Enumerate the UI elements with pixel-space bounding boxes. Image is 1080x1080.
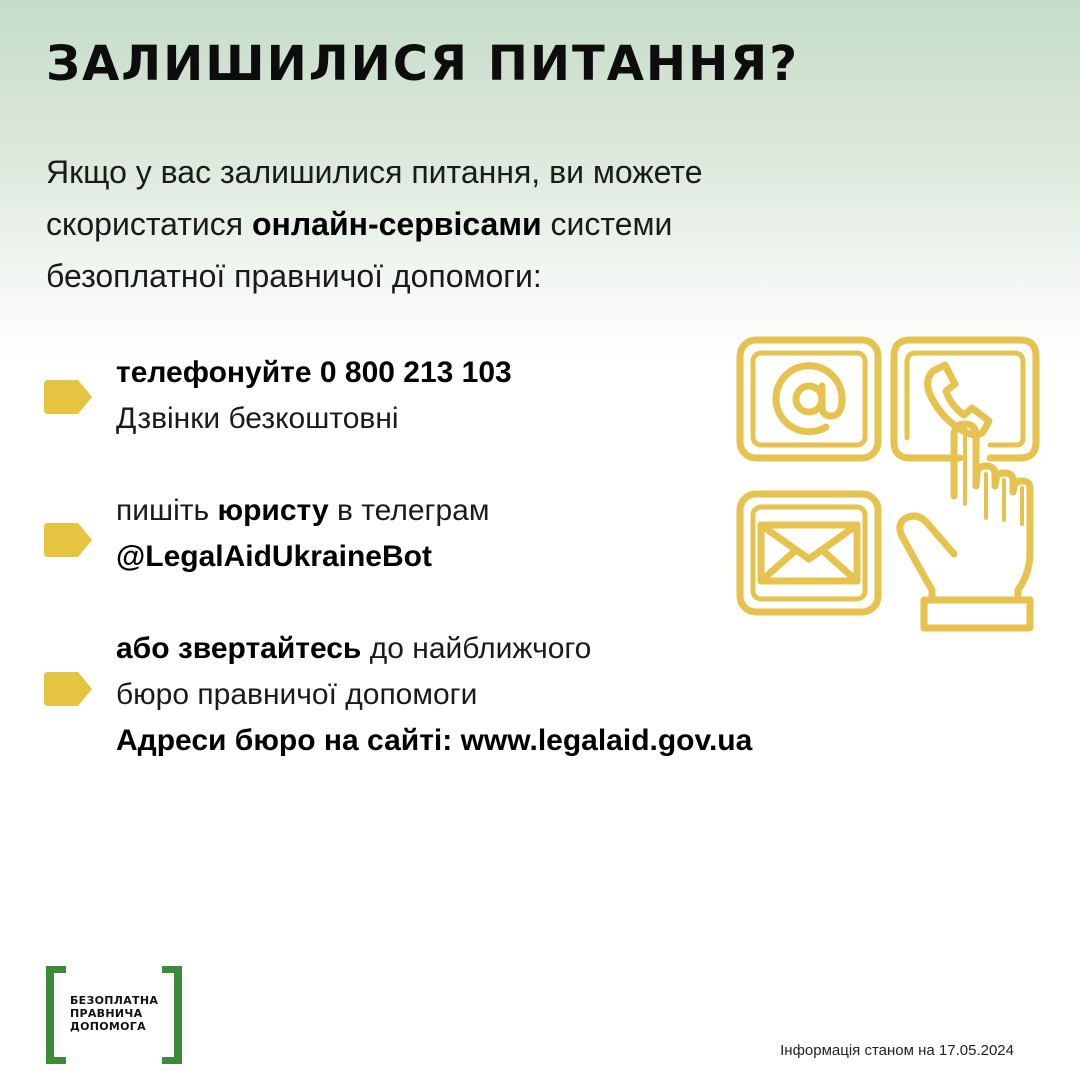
tag-marker-icon [44,380,92,414]
logo-line-3: ДОПОМОГА [70,1020,146,1033]
info-date-note: Інформація станом на 17.05.2024 [780,1042,1014,1059]
brand-logo [46,966,186,1064]
intro-line-2-start: скористатися [46,206,252,242]
at-sign-icon [740,340,878,458]
bureau-text-end: до найближчого [361,632,592,665]
phone-number[interactable]: телефонуйте 0 800 213 103 [116,356,512,389]
telegram-lawyer: юристу [217,494,329,527]
telegram-text-end: в телеграм [328,494,490,527]
intro-online-services: онлайн-сервісами [251,206,542,242]
logo-line-1: БЕЗОПЛАТНА [70,994,159,1007]
contact-icons-illustration [728,328,1048,648]
intro-line-2-end: системи [541,206,673,242]
tag-marker-icon [44,672,92,706]
intro-line-3: безоплатної правничої допомоги: [46,258,542,294]
telegram-bot-link[interactable]: @LegalAidUkraineBot [116,540,432,573]
telegram-text-start: пишіть [116,494,218,527]
intro-text [46,146,806,302]
intro-line-1: Якщо у вас залишилися питання, ви можете [46,154,703,190]
page-title: ЗАЛИШИЛИСЯ ПИТАННЯ? [46,36,800,92]
bureau-name: бюро правничої допомоги [116,678,478,711]
logo-line-2: ПРАВНИЧА [70,1007,143,1020]
tag-marker-icon [44,523,92,557]
bureau-website-link[interactable]: Адреси бюро на сайті: www.legalaid.gov.ua [116,724,753,757]
bureau-contact: або звертайтесь [116,632,362,665]
envelope-icon [740,494,878,612]
free-calls-note: Дзвінки безкоштовні [116,402,399,435]
